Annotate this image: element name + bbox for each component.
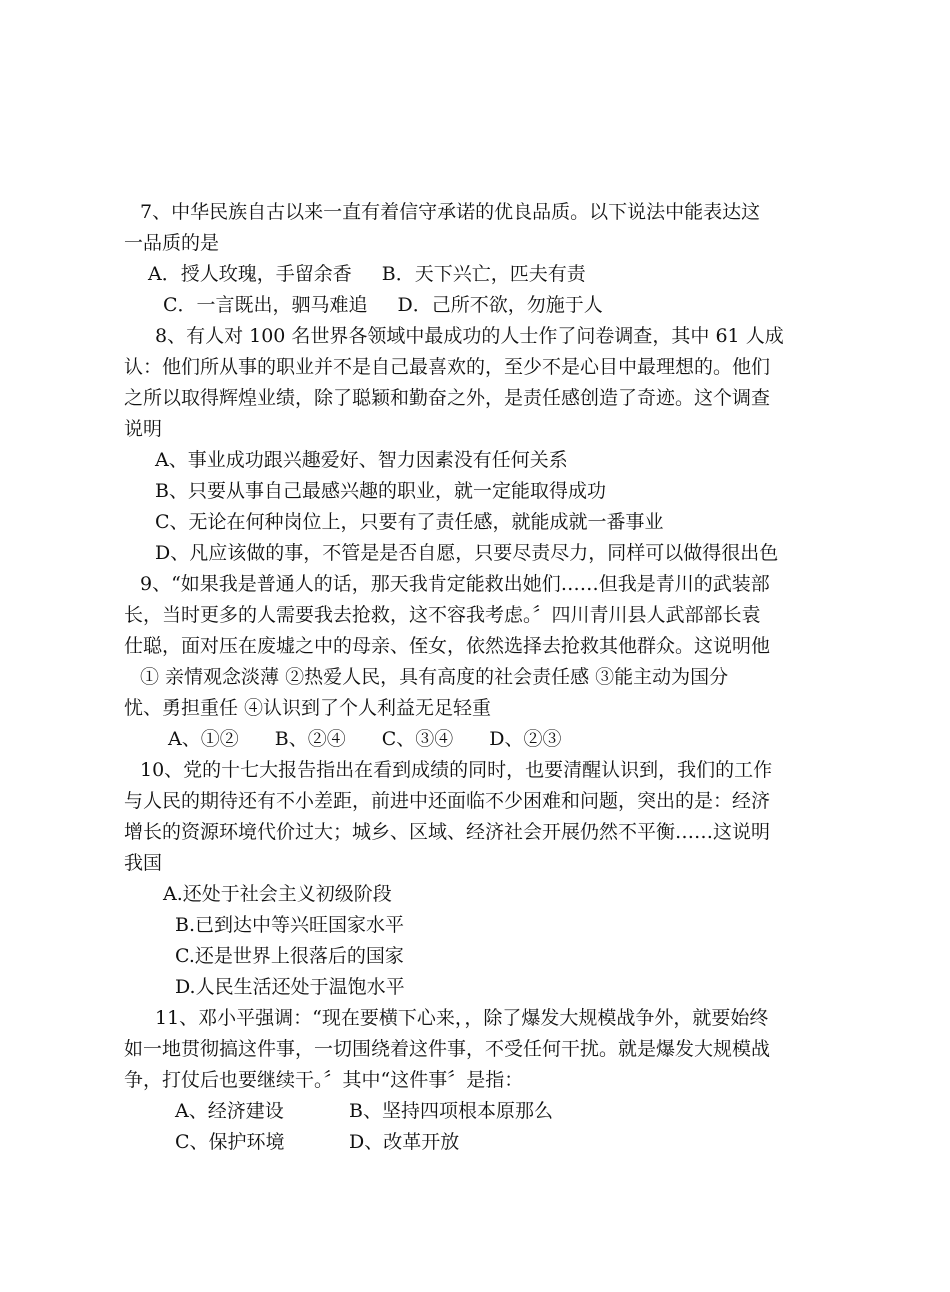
q7-option-a: A．授人玫瑰，手留余香: [148, 263, 352, 285]
q7-option-d: D．己所不欲，勿施于人: [397, 294, 603, 316]
q11-line-3: 争，打仗后也要继续干。〞其中“这件事〞是指：: [124, 1069, 524, 1091]
q9-line-4: ① 亲情观念淡薄 ②热爱人民，具有高度的社会责任感 ③能主动为国分: [140, 666, 729, 688]
q11-options-cd: [175, 1127, 885, 1157]
q11-option-b: B、坚持四项根本原那么: [349, 1100, 553, 1122]
q8-option-c: C、无论在何种岗位上，只要有了责任感，就能成就一番事业: [155, 511, 664, 533]
q11-line-1: 11、邓小平强调：“现在要横下心来，，除了爆发大规模战争外，就要始终: [155, 1007, 769, 1029]
q11-line-2: 如一地贯彻搞这件事，一切围绕着这件事，不受任何干扰。就是爆发大规模战: [124, 1038, 771, 1060]
q8-line-1: 8、有人对 100 名世界各领域中最成功的人士作了问卷调查，其中 61 人成: [155, 325, 784, 347]
q8-line-4: 说明: [124, 418, 163, 440]
q8-option-b: B、只要从事自己最感兴趣的职业，就一定能取得成功: [155, 480, 606, 502]
q8-option-a: A、事业成功跟兴趣爱好、智力因素没有任何关系: [155, 449, 568, 471]
q11-option-c: C、保护环境: [175, 1131, 285, 1153]
q10-line-1: 10、党的十七大报告指出在看到成绩的同时，也要清醒认识到，我们的工作: [140, 759, 773, 781]
q10-option-c: C.还是世界上很落后的国家: [175, 945, 404, 967]
q9-option-c: C、③④: [381, 728, 454, 750]
q9-option-a: A、①②: [168, 728, 239, 750]
q10-line-3: 增长的资源环境代价过大；城乡、区域、经济社会开展仍然不平衡……这说明: [124, 821, 771, 843]
q7-options-cd: [163, 290, 873, 320]
q8-line-2: 认：他们所从事的职业并不是自己最喜欢的，至少不是心目中最理想的。他们: [124, 356, 771, 378]
q9-line-3: 仕聪，面对压在废墟之中的母亲、侄女，依然选择去抢救其他群众。这说明他: [124, 635, 771, 657]
q10-line-2: 与人民的期待还有不小差距，前进中还面临不少困难和问题，突出的是：经济: [124, 790, 771, 812]
q11-option-a: A、经济建设: [175, 1100, 284, 1122]
q7-option-c: C．一言既出，驷马难追: [163, 294, 368, 316]
q11-options-ab: [175, 1096, 885, 1126]
q9-line-2: 长，当时更多的人需要我去抢救，这不容我考虑。〞四川青川县人武部部长袁: [124, 604, 761, 626]
q9-option-b: B、②④: [274, 728, 346, 750]
q7-line-2: 一品质的是: [124, 232, 220, 254]
q8-option-d: D、凡应该做的事，不管是是否自愿，只要尽责尽力，同样可以做得很出色: [155, 542, 779, 564]
q9-line-1: 9、“如果我是普通人的话，那天我肯定能救出她们……但我是青川的武装部: [140, 573, 770, 595]
q8-line-3: 之所以取得辉煌业绩，除了聪颖和勤奋之外，是责任感创造了奇迹。这个调查: [124, 387, 771, 409]
q10-line-4: 我国: [124, 852, 163, 874]
q10-option-d: D.人民生活还处于温饱水平: [175, 976, 405, 998]
q9-line-5: 忧、勇担重任 ④认识到了个人利益无足轻重: [124, 697, 492, 719]
q10-option-a: A.还处于社会主义初级阶段: [163, 883, 392, 905]
q9-option-d: D、②③: [489, 728, 562, 750]
q7-options-ab: [148, 259, 858, 289]
q7-option-b: B．天下兴亡，匹夫有责: [381, 263, 586, 285]
q9-options: [168, 724, 878, 754]
q10-option-b: B.已到达中等兴旺国家水平: [175, 914, 405, 936]
q7-line-1: 7、中华民族自古以来一直有着信守承诺的优良品质。以下说法中能表达这: [140, 201, 761, 223]
q11-option-d: D、改革开放: [349, 1131, 460, 1153]
